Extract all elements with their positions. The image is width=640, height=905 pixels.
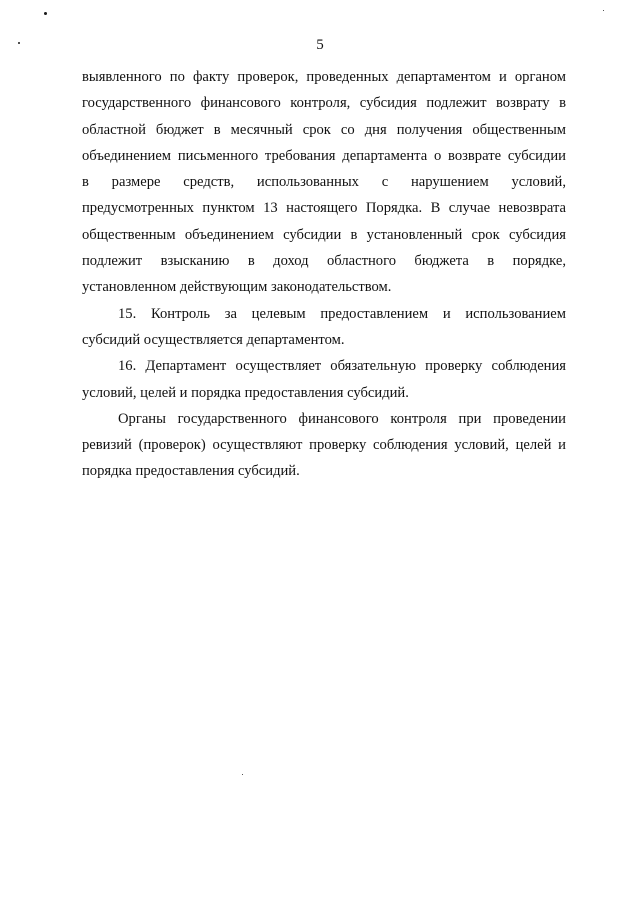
paragraph-15-line: 15. Контроль за целевым предоставлением и использованием	[118, 305, 566, 322]
text-line: подлежит взысканию в доход областного бюджета в порядке,	[82, 253, 566, 270]
control-bodies-line: Органы государственного финансового контроля при проведении	[118, 410, 566, 427]
scan-speck	[44, 12, 47, 15]
text-line: в размере средств, использованных с нарушением условий,	[82, 174, 566, 191]
document-body	[82, 64, 566, 485]
text-line: общественным объединением субсидии в установленный срок субсидия	[82, 226, 566, 243]
text-line: государственного финансового контроля, субсидия подлежит возврату в	[82, 95, 566, 112]
control-bodies-line: порядка предоставления субсидий.	[82, 463, 300, 480]
text-line: предусмотренных пунктом 13 настоящего Порядка. В случае невозврата	[82, 200, 566, 217]
control-bodies-line: ревизий (проверок) осуществляют проверку соблюдения условий, целей и	[82, 437, 566, 454]
text-line: объединением письменного требования департамента о возврате субсидии	[82, 147, 566, 164]
text-line: выявленного по факту проверок, проведенных департаментом и органом	[82, 69, 566, 85]
paragraph-15-line: субсидий осуществляется департаментом.	[82, 331, 345, 348]
paragraph-16-line: 16. Департамент осуществляет обязательную проверку соблюдения	[118, 358, 566, 375]
page-number: 5	[316, 37, 324, 53]
text-line: областной бюджет в месячный срок со дня получения общественным	[82, 121, 566, 138]
text-line: установленном действующим законодательством.	[82, 279, 392, 296]
scan-speck	[603, 10, 604, 11]
paragraph-16-line: условий, целей и порядка предоставления субсидий.	[82, 384, 409, 401]
scan-speck	[242, 774, 243, 775]
